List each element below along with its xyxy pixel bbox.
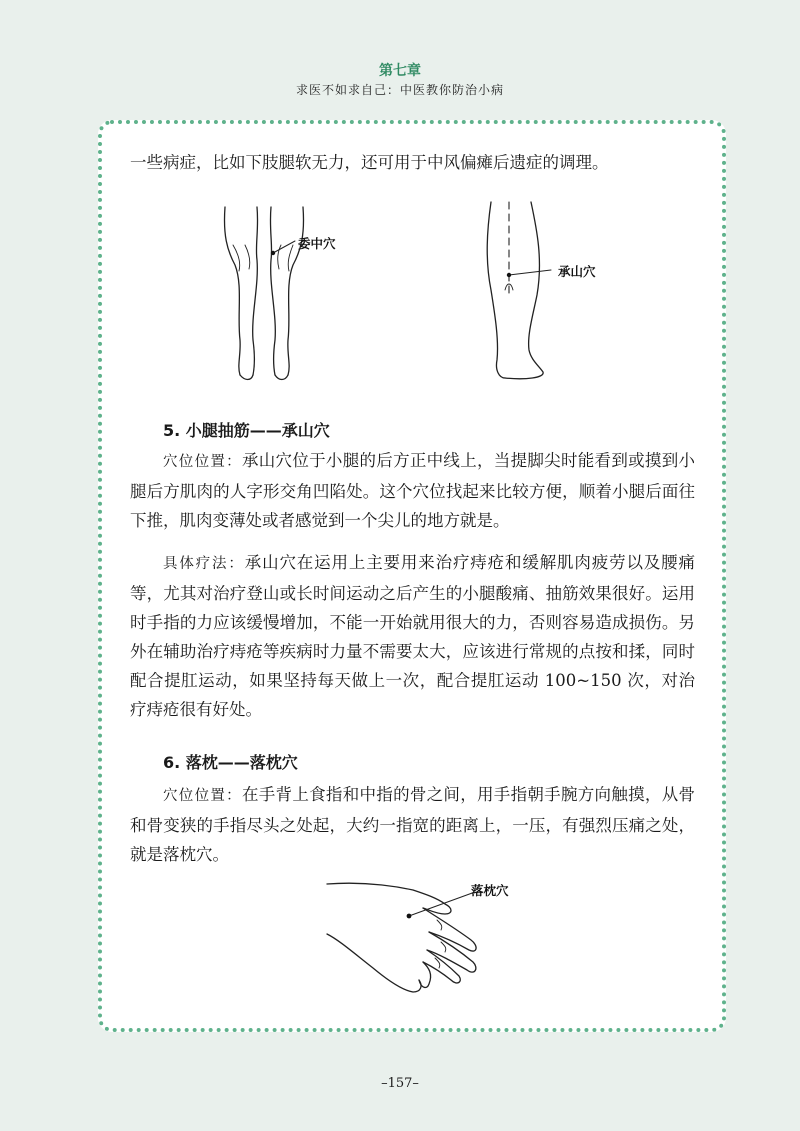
location-text-2: 在手背上食指和中指的骨之间，用手指朝手腕方向触摸，从骨和骨变狭的手指尽头之处起，大约一指宽的距离上，一压，有强烈压痛之处，就是落枕穴。 <box>130 785 696 864</box>
location-lead-2: 穴位位置： <box>163 788 242 804</box>
section-5-heading: 5. 小腿抽筋——承山穴 <box>163 421 330 440</box>
method-text: 承山穴在运用上主要用来治疗痔疮和缓解肌肉疲劳以及腰痛等，尤其对治疗登山或长时间运动之后产生的小腿酸痛、抽筋效果很好。运用时手指的力应该缓慢增加，不能一开始就用很大的力，否则容易造成损伤。另外在辅助治疗痔疮等疾病时力量不需要太大，应该进行常规的点按和揉，同时配合提肛运动，如果坚持每天做上一次，配合提肛运动 100~150 次，对治疗痔疮很有好处。 <box>130 553 696 719</box>
location-text: 承山穴位于小腿的后方正中线上，当提脚尖时能看到或摸到小腿后方肌肉的人字形交角凹陷处。这个穴位找起来比较方便，顺着小腿后面往下推，肌肉变薄处或者感觉到一个尖儿的地方就是。 <box>130 451 696 530</box>
calf-side-illustration <box>485 200 555 385</box>
section-6-heading: 6. 落枕——落枕穴 <box>163 753 298 772</box>
luozhen-point-label: 落枕穴 <box>471 883 509 898</box>
chapter-title: 第七章 <box>379 63 421 79</box>
section-5-location-paragraph <box>130 446 695 535</box>
chengshan-point-label: 承山穴 <box>558 264 596 279</box>
intro-paragraph: 一些病症，比如下肢腿软无力，还可用于中风偏瘫后遗症的调理。 <box>130 153 609 172</box>
method-lead: 具体疗法： <box>163 556 245 572</box>
section-6-location-paragraph <box>130 780 695 869</box>
book-subtitle: 求医不如求自己：中医教你防治小病 <box>295 83 504 97</box>
location-lead: 穴位位置： <box>163 454 242 470</box>
section-5-method-paragraph <box>130 548 695 724</box>
page-number: –157– <box>381 1076 419 1091</box>
weizhong-point-label: 委中穴 <box>298 236 336 251</box>
legs-back-illustration <box>215 205 315 385</box>
page-header <box>0 62 800 98</box>
